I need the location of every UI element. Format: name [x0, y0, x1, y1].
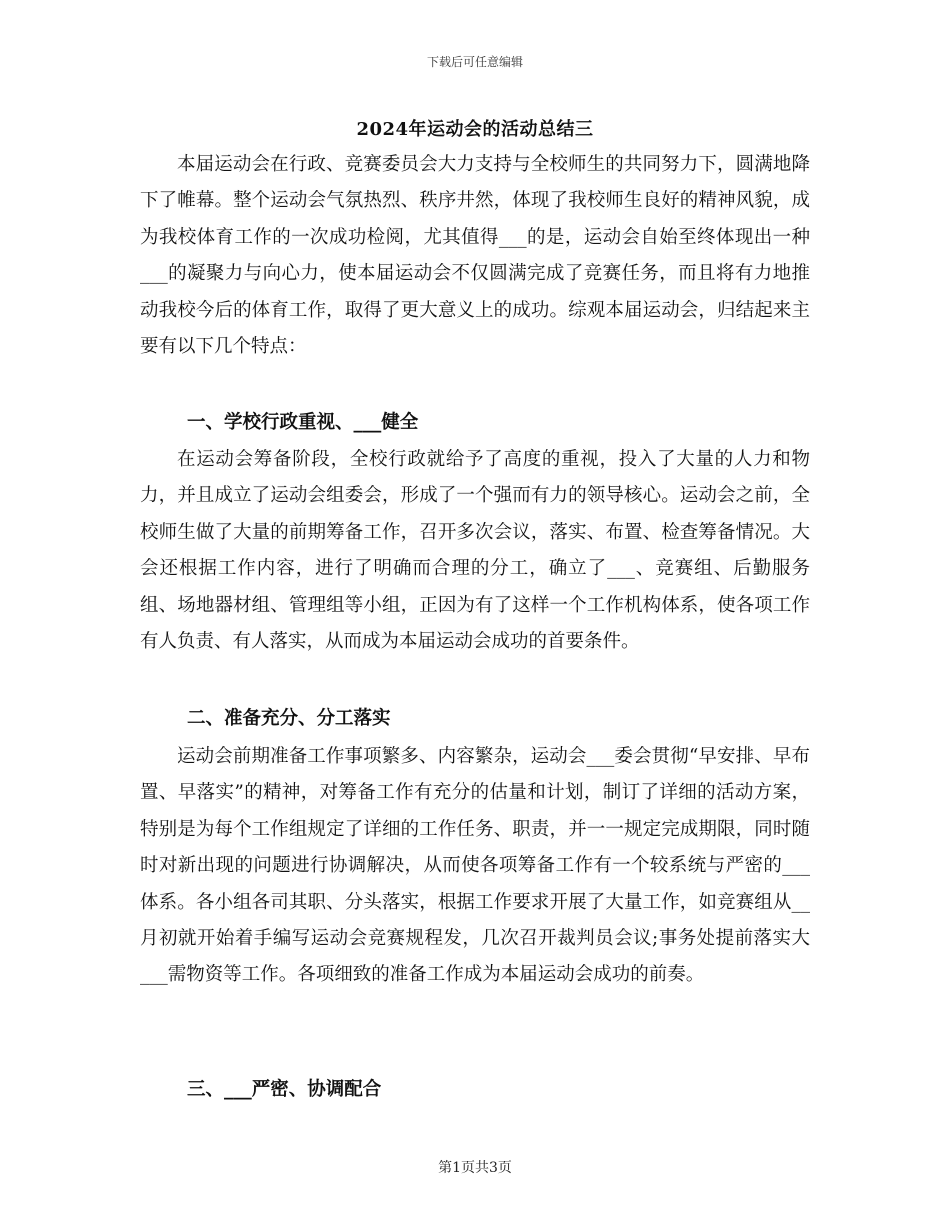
section-heading-1: 一、学校行政重视、___健全: [187, 412, 419, 433]
page-footer: 第1页共3页: [438, 1160, 512, 1176]
page-header: 下载后可任意编辑: [426, 55, 523, 69]
intro-paragraph: 本届运动会在行政、竞赛委员会大力支持与全校师生的共同努力下，圆满地降下了帷幕。整个运动会气氛热烈、秩序井然，体现了我校师生良好的精神风貌，成为我校体育工作的一次成功检阅，尤其值得___的是，运动会自始至终体现出一种___的凝聚力与向心力，使本届运动会不仅圆满完成了竞赛任务，而且将有力地推动我校今后的体育工作，取得了更大意义上的成功。综观本届运动会，归结起来主要有以下几个特点：: [140, 154, 810, 358]
section-heading-2: 二、准备充分、分工落实: [187, 708, 391, 729]
section-1-paragraph: 在运动会筹备阶段，全校行政就给予了高度的重视，投入了大量的人力和物力，并且成立了运动会组委会，形成了一个强而有力的领导核心。运动会之前，全校师生做了大量的前期筹备工作，召开多次会议，落实、布置、检查筹备情况。大会还根据工作内容，进行了明确而合理的分工，确立了___、竞赛组、后勤服务组、场地器材组、管理组等小组，正因为有了这样一个工作机构体系，使各项工作有人负责、有人落实，从而成为本届运动会成功的首要条件。: [140, 449, 810, 653]
document-title: 2024年运动会的活动总结三: [356, 119, 594, 140]
section-heading-3: 三、___严密、协调配合: [187, 1079, 382, 1100]
section-2-paragraph: 运动会前期准备工作事项繁多、内容繁杂，运动会___委会贯彻“早安排、早布置、早落实”的精神，对筹备工作有充分的估量和计划，制订了详细的活动方案，特别是为每个工作组规定了详细的工作任务、职责，并一一规定完成期限，同时随时对新出现的问题进行协调解决，从而使各项筹备工作有一个较系统与严密的___体系。各小组各司其职、分头落实，根据工作要求开展了大量工作，如竞赛组从__月初就开始着手编写运动会竞赛规程发，几次召开裁判员会议;事务处提前落实大___需物资等工作。各项细致的准备工作成为本届运动会成功的前奏。: [140, 746, 810, 986]
